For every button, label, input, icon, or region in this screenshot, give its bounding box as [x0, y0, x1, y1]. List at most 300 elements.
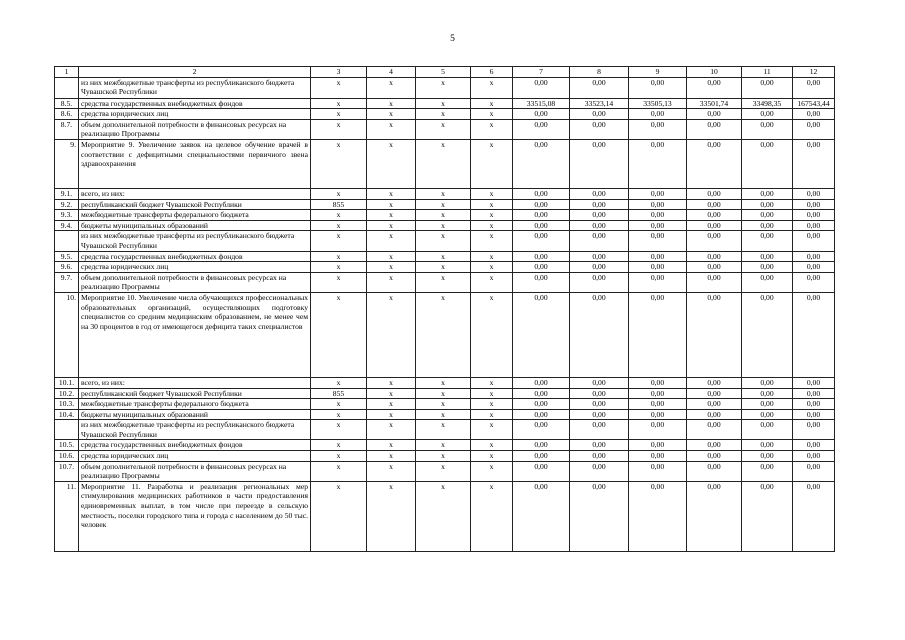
- row-description: республиканский бюджет Чувашской Республики: [79, 388, 311, 399]
- table-row: [55, 188, 835, 199]
- code-cell: x: [416, 139, 471, 188]
- header-cell: 10: [687, 67, 742, 78]
- code-cell: x: [311, 409, 367, 420]
- header-cell: 6: [471, 67, 513, 78]
- header-cell: 8: [570, 67, 629, 78]
- value-cell: 0,00: [687, 109, 742, 120]
- code-cell: x: [311, 98, 367, 109]
- value-cell: 0,00: [570, 409, 629, 420]
- row-number: 8.6.: [55, 109, 79, 120]
- table-row: [55, 420, 835, 440]
- code-cell: x: [311, 440, 367, 451]
- code-cell: x: [471, 461, 513, 481]
- value-cell: 0,00: [742, 109, 793, 120]
- value-cell: 0,00: [742, 461, 793, 481]
- row-number: 9.2.: [55, 199, 79, 210]
- value-cell: 0,00: [687, 188, 742, 199]
- value-cell: 0,00: [513, 272, 570, 292]
- value-cell: 0,00: [742, 231, 793, 251]
- row-description: средства государственных внебюджетных фондов: [79, 98, 311, 109]
- row-number: 9.7.: [55, 272, 79, 292]
- code-cell: x: [416, 231, 471, 251]
- code-cell: x: [311, 481, 367, 551]
- value-cell: 0,00: [629, 119, 687, 139]
- code-cell: x: [471, 119, 513, 139]
- row-number: 8.7.: [55, 119, 79, 139]
- code-cell: x: [367, 481, 416, 551]
- row-description: средства юридических лиц: [79, 262, 311, 273]
- code-cell: x: [311, 251, 367, 262]
- code-cell: x: [471, 220, 513, 231]
- value-cell: 0,00: [793, 420, 835, 440]
- value-cell: 0,00: [570, 399, 629, 410]
- value-cell: 0,00: [629, 109, 687, 120]
- value-cell: 0,00: [687, 292, 742, 377]
- value-cell: 0,00: [513, 481, 570, 551]
- code-cell: x: [311, 220, 367, 231]
- row-number: 10.5.: [55, 440, 79, 451]
- row-number: 10.7.: [55, 461, 79, 481]
- header-cell: 5: [416, 67, 471, 78]
- value-cell: 0,00: [793, 109, 835, 120]
- code-cell: x: [471, 451, 513, 462]
- value-cell: 0,00: [793, 461, 835, 481]
- code-cell: x: [416, 461, 471, 481]
- row-description: бюджеты муниципальных образований: [79, 220, 311, 231]
- value-cell: 0,00: [629, 377, 687, 388]
- value-cell: 0,00: [687, 251, 742, 262]
- code-cell: x: [416, 272, 471, 292]
- header-row: [55, 67, 835, 78]
- value-cell: 0,00: [742, 220, 793, 231]
- value-cell: 0,00: [570, 231, 629, 251]
- value-cell: 0,00: [793, 377, 835, 388]
- value-cell: 0,00: [687, 377, 742, 388]
- value-cell: 0,00: [570, 388, 629, 399]
- value-cell: 0,00: [742, 210, 793, 221]
- row-description: Мероприятие 9. Увеличение заявок на целевое обучение врачей в соответствии с дефицитными специальностями первичного звена здравоохранения: [79, 139, 311, 188]
- row-number: [55, 420, 79, 440]
- table-row: [55, 377, 835, 388]
- code-cell: x: [471, 210, 513, 221]
- code-cell: x: [416, 199, 471, 210]
- value-cell: 0,00: [570, 272, 629, 292]
- header-cell: 9: [629, 67, 687, 78]
- value-cell: 0,00: [513, 399, 570, 410]
- code-cell: x: [416, 420, 471, 440]
- value-cell: 0,00: [742, 119, 793, 139]
- code-cell: x: [367, 409, 416, 420]
- code-cell: x: [311, 461, 367, 481]
- value-cell: 33505,13: [629, 98, 687, 109]
- code-cell: x: [367, 461, 416, 481]
- value-cell: 0,00: [742, 399, 793, 410]
- value-cell: 0,00: [687, 399, 742, 410]
- value-cell: 0,00: [793, 451, 835, 462]
- table-row: [55, 440, 835, 451]
- table-row: [55, 119, 835, 139]
- value-cell: 0,00: [793, 481, 835, 551]
- value-cell: 0,00: [629, 388, 687, 399]
- code-cell: x: [311, 231, 367, 251]
- code-cell: x: [416, 98, 471, 109]
- value-cell: 0,00: [570, 461, 629, 481]
- table-row: [55, 399, 835, 410]
- code-cell: x: [311, 420, 367, 440]
- value-cell: 0,00: [793, 262, 835, 273]
- value-cell: 0,00: [629, 77, 687, 98]
- code-cell: x: [367, 210, 416, 221]
- code-cell: x: [416, 251, 471, 262]
- value-cell: 0,00: [629, 139, 687, 188]
- code-cell: x: [367, 220, 416, 231]
- code-cell: x: [367, 420, 416, 440]
- code-cell: x: [416, 451, 471, 462]
- value-cell: 0,00: [687, 451, 742, 462]
- code-cell: x: [471, 139, 513, 188]
- code-cell: 855: [311, 388, 367, 399]
- value-cell: 0,00: [513, 461, 570, 481]
- code-cell: x: [416, 409, 471, 420]
- value-cell: 0,00: [513, 77, 570, 98]
- table-row: [55, 231, 835, 251]
- code-cell: x: [367, 272, 416, 292]
- value-cell: 0,00: [793, 77, 835, 98]
- row-number: 10.: [55, 292, 79, 377]
- code-cell: x: [471, 409, 513, 420]
- code-cell: x: [416, 188, 471, 199]
- table-row: [55, 451, 835, 462]
- code-cell: x: [311, 292, 367, 377]
- value-cell: 0,00: [742, 420, 793, 440]
- value-cell: 0,00: [687, 272, 742, 292]
- value-cell: 0,00: [570, 109, 629, 120]
- value-cell: 0,00: [629, 262, 687, 273]
- value-cell: 0,00: [687, 119, 742, 139]
- code-cell: x: [367, 98, 416, 109]
- row-description: межбюджетные трансферты федерального бюджета: [79, 399, 311, 410]
- row-description: всего, из них:: [79, 377, 311, 388]
- code-cell: x: [367, 77, 416, 98]
- value-cell: 0,00: [742, 251, 793, 262]
- value-cell: 0,00: [742, 188, 793, 199]
- value-cell: 0,00: [570, 262, 629, 273]
- row-description: Мероприятие 11. Разработка и реализация региональных мер стимулирования медицинских работников в части предоставления единовременных выплат, в том числе при переезде в сельскую местность, поселки городского типа и города с населением до 50 тыс. человек: [79, 481, 311, 551]
- value-cell: 0,00: [513, 377, 570, 388]
- table-row: [55, 98, 835, 109]
- code-cell: x: [367, 119, 416, 139]
- value-cell: 0,00: [793, 251, 835, 262]
- value-cell: 0,00: [687, 388, 742, 399]
- value-cell: 0,00: [629, 399, 687, 410]
- row-number: 10.2.: [55, 388, 79, 399]
- value-cell: 0,00: [742, 451, 793, 462]
- code-cell: x: [471, 440, 513, 451]
- row-number: 10.6.: [55, 451, 79, 462]
- code-cell: x: [367, 251, 416, 262]
- table-row: [55, 461, 835, 481]
- table-row: [55, 292, 835, 377]
- code-cell: x: [471, 77, 513, 98]
- code-cell: x: [367, 399, 416, 410]
- value-cell: 0,00: [742, 440, 793, 451]
- value-cell: 0,00: [513, 440, 570, 451]
- header-cell: 3: [311, 67, 367, 78]
- code-cell: x: [471, 292, 513, 377]
- value-cell: 0,00: [793, 139, 835, 188]
- code-cell: x: [416, 119, 471, 139]
- code-cell: x: [471, 481, 513, 551]
- code-cell: x: [471, 377, 513, 388]
- value-cell: 0,00: [513, 251, 570, 262]
- code-cell: x: [311, 451, 367, 462]
- value-cell: 0,00: [687, 420, 742, 440]
- row-description: объем дополнительной потребности в финансовых ресурсах на реализацию Программы: [79, 272, 311, 292]
- code-cell: x: [367, 440, 416, 451]
- row-number: [55, 77, 79, 98]
- row-number: 11.: [55, 481, 79, 551]
- value-cell: 0,00: [793, 388, 835, 399]
- code-cell: x: [416, 440, 471, 451]
- value-cell: 0,00: [513, 451, 570, 462]
- value-cell: 0,00: [687, 139, 742, 188]
- row-description: из них межбюджетные трансферты из республиканского бюджета Чувашской Республики: [79, 77, 311, 98]
- row-description: средства государственных внебюджетных фондов: [79, 440, 311, 451]
- code-cell: x: [367, 231, 416, 251]
- value-cell: 0,00: [513, 388, 570, 399]
- value-cell: 0,00: [570, 481, 629, 551]
- value-cell: 0,00: [570, 188, 629, 199]
- code-cell: x: [367, 109, 416, 120]
- code-cell: x: [367, 377, 416, 388]
- value-cell: 0,00: [687, 461, 742, 481]
- budget-table: [54, 66, 835, 552]
- value-cell: 0,00: [687, 210, 742, 221]
- value-cell: 0,00: [793, 399, 835, 410]
- value-cell: 0,00: [570, 451, 629, 462]
- value-cell: 0,00: [742, 139, 793, 188]
- value-cell: 33501,74: [687, 98, 742, 109]
- value-cell: 0,00: [513, 420, 570, 440]
- row-number: 10.4.: [55, 409, 79, 420]
- code-cell: x: [416, 292, 471, 377]
- code-cell: x: [311, 188, 367, 199]
- value-cell: 0,00: [687, 440, 742, 451]
- table-row: [55, 210, 835, 221]
- row-description: Мероприятие 10. Увеличение числа обучающихся профессиональных образовательных организаций, осуществляющих подготовку специалистов со средним медицинским образованием, не менее чем на 30 процентов в год от имеющегося дефицита таких специалистов: [79, 292, 311, 377]
- value-cell: 0,00: [793, 119, 835, 139]
- table-row: [55, 77, 835, 98]
- row-number: 8.5.: [55, 98, 79, 109]
- value-cell: 0,00: [742, 272, 793, 292]
- code-cell: x: [311, 119, 367, 139]
- value-cell: 0,00: [793, 188, 835, 199]
- value-cell: 167543,44: [793, 98, 835, 109]
- header-cell: 7: [513, 67, 570, 78]
- value-cell: 0,00: [687, 231, 742, 251]
- table-row: [55, 262, 835, 273]
- value-cell: 0,00: [513, 220, 570, 231]
- value-cell: 0,00: [570, 292, 629, 377]
- row-number: 10.3.: [55, 399, 79, 410]
- value-cell: 0,00: [793, 231, 835, 251]
- code-cell: x: [471, 231, 513, 251]
- code-cell: x: [416, 377, 471, 388]
- value-cell: 0,00: [629, 420, 687, 440]
- value-cell: 0,00: [629, 251, 687, 262]
- code-cell: x: [471, 399, 513, 410]
- code-cell: x: [311, 210, 367, 221]
- row-number: 9.1.: [55, 188, 79, 199]
- value-cell: 0,00: [629, 188, 687, 199]
- row-description: объем дополнительной потребности в финансовых ресурсах на реализацию Программы: [79, 119, 311, 139]
- code-cell: x: [311, 262, 367, 273]
- code-cell: x: [367, 451, 416, 462]
- value-cell: 0,00: [570, 377, 629, 388]
- value-cell: 0,00: [570, 119, 629, 139]
- value-cell: 0,00: [793, 292, 835, 377]
- value-cell: 0,00: [570, 251, 629, 262]
- value-cell: 0,00: [793, 199, 835, 210]
- value-cell: 0,00: [570, 139, 629, 188]
- code-cell: x: [416, 399, 471, 410]
- value-cell: 0,00: [793, 440, 835, 451]
- value-cell: 0,00: [570, 440, 629, 451]
- value-cell: 0,00: [629, 440, 687, 451]
- value-cell: 0,00: [687, 199, 742, 210]
- value-cell: 33515,08: [513, 98, 570, 109]
- code-cell: x: [416, 262, 471, 273]
- value-cell: 33523,14: [570, 98, 629, 109]
- table-row: [55, 220, 835, 231]
- code-cell: x: [311, 139, 367, 188]
- code-cell: x: [471, 272, 513, 292]
- code-cell: x: [471, 109, 513, 120]
- row-description: средства государственных внебюджетных фондов: [79, 251, 311, 262]
- value-cell: 0,00: [742, 77, 793, 98]
- value-cell: 0,00: [629, 220, 687, 231]
- code-cell: 855: [311, 199, 367, 210]
- row-description: из них межбюджетные трансферты из республиканского бюджета Чувашской Республики: [79, 420, 311, 440]
- code-cell: x: [471, 251, 513, 262]
- code-cell: x: [471, 199, 513, 210]
- row-number: 9.4.: [55, 220, 79, 231]
- row-description: средства юридических лиц: [79, 451, 311, 462]
- row-description: средства юридических лиц: [79, 109, 311, 120]
- value-cell: 0,00: [513, 199, 570, 210]
- value-cell: 0,00: [513, 188, 570, 199]
- code-cell: x: [311, 109, 367, 120]
- row-number: 9.5.: [55, 251, 79, 262]
- row-description: из них межбюджетные трансферты из республиканского бюджета Чувашской Республики: [79, 231, 311, 251]
- value-cell: 0,00: [513, 119, 570, 139]
- value-cell: 0,00: [513, 109, 570, 120]
- row-description: республиканский бюджет Чувашской Республики: [79, 199, 311, 210]
- code-cell: x: [416, 220, 471, 231]
- header-cell: 2: [79, 67, 311, 78]
- code-cell: x: [311, 377, 367, 388]
- header-cell: 12: [793, 67, 835, 78]
- code-cell: x: [367, 188, 416, 199]
- value-cell: 0,00: [513, 409, 570, 420]
- value-cell: 0,00: [629, 292, 687, 377]
- value-cell: 0,00: [687, 77, 742, 98]
- value-cell: 0,00: [570, 77, 629, 98]
- value-cell: 0,00: [513, 139, 570, 188]
- code-cell: x: [471, 262, 513, 273]
- value-cell: 0,00: [742, 292, 793, 377]
- value-cell: 0,00: [793, 210, 835, 221]
- value-cell: 0,00: [687, 262, 742, 273]
- value-cell: 0,00: [570, 420, 629, 440]
- code-cell: x: [367, 262, 416, 273]
- header-cell: 1: [55, 67, 79, 78]
- header-cell: 11: [742, 67, 793, 78]
- table-row: [55, 272, 835, 292]
- value-cell: 0,00: [629, 272, 687, 292]
- code-cell: x: [311, 272, 367, 292]
- header-cell: 4: [367, 67, 416, 78]
- table-row: [55, 139, 835, 188]
- code-cell: x: [311, 399, 367, 410]
- code-cell: x: [416, 210, 471, 221]
- value-cell: 0,00: [570, 220, 629, 231]
- code-cell: x: [367, 388, 416, 399]
- value-cell: 0,00: [513, 292, 570, 377]
- value-cell: 0,00: [513, 231, 570, 251]
- table-row: [55, 481, 835, 551]
- value-cell: 0,00: [687, 409, 742, 420]
- code-cell: x: [471, 388, 513, 399]
- value-cell: 0,00: [742, 199, 793, 210]
- table-row: [55, 199, 835, 210]
- table-row: [55, 388, 835, 399]
- value-cell: 0,00: [629, 409, 687, 420]
- code-cell: x: [471, 188, 513, 199]
- row-number: 9.: [55, 139, 79, 188]
- code-cell: x: [367, 292, 416, 377]
- row-number: 9.6.: [55, 262, 79, 273]
- value-cell: 0,00: [742, 262, 793, 273]
- value-cell: 0,00: [687, 481, 742, 551]
- code-cell: x: [416, 388, 471, 399]
- value-cell: 0,00: [793, 272, 835, 292]
- table-row: [55, 109, 835, 120]
- value-cell: 0,00: [742, 409, 793, 420]
- page-number: 5: [450, 34, 455, 44]
- value-cell: 0,00: [513, 210, 570, 221]
- row-number: [55, 231, 79, 251]
- value-cell: 0,00: [629, 199, 687, 210]
- code-cell: x: [471, 98, 513, 109]
- value-cell: 0,00: [742, 377, 793, 388]
- value-cell: 0,00: [687, 220, 742, 231]
- value-cell: 0,00: [629, 461, 687, 481]
- row-number: 9.3.: [55, 210, 79, 221]
- value-cell: 0,00: [570, 199, 629, 210]
- value-cell: 0,00: [742, 481, 793, 551]
- row-number: 10.1.: [55, 377, 79, 388]
- value-cell: 0,00: [793, 409, 835, 420]
- value-cell: 0,00: [570, 210, 629, 221]
- code-cell: x: [416, 481, 471, 551]
- code-cell: x: [416, 109, 471, 120]
- code-cell: x: [311, 77, 367, 98]
- code-cell: x: [416, 77, 471, 98]
- row-description: объем дополнительной потребности в финансовых ресурсах на реализацию Программы: [79, 461, 311, 481]
- value-cell: 0,00: [629, 481, 687, 551]
- value-cell: 0,00: [629, 210, 687, 221]
